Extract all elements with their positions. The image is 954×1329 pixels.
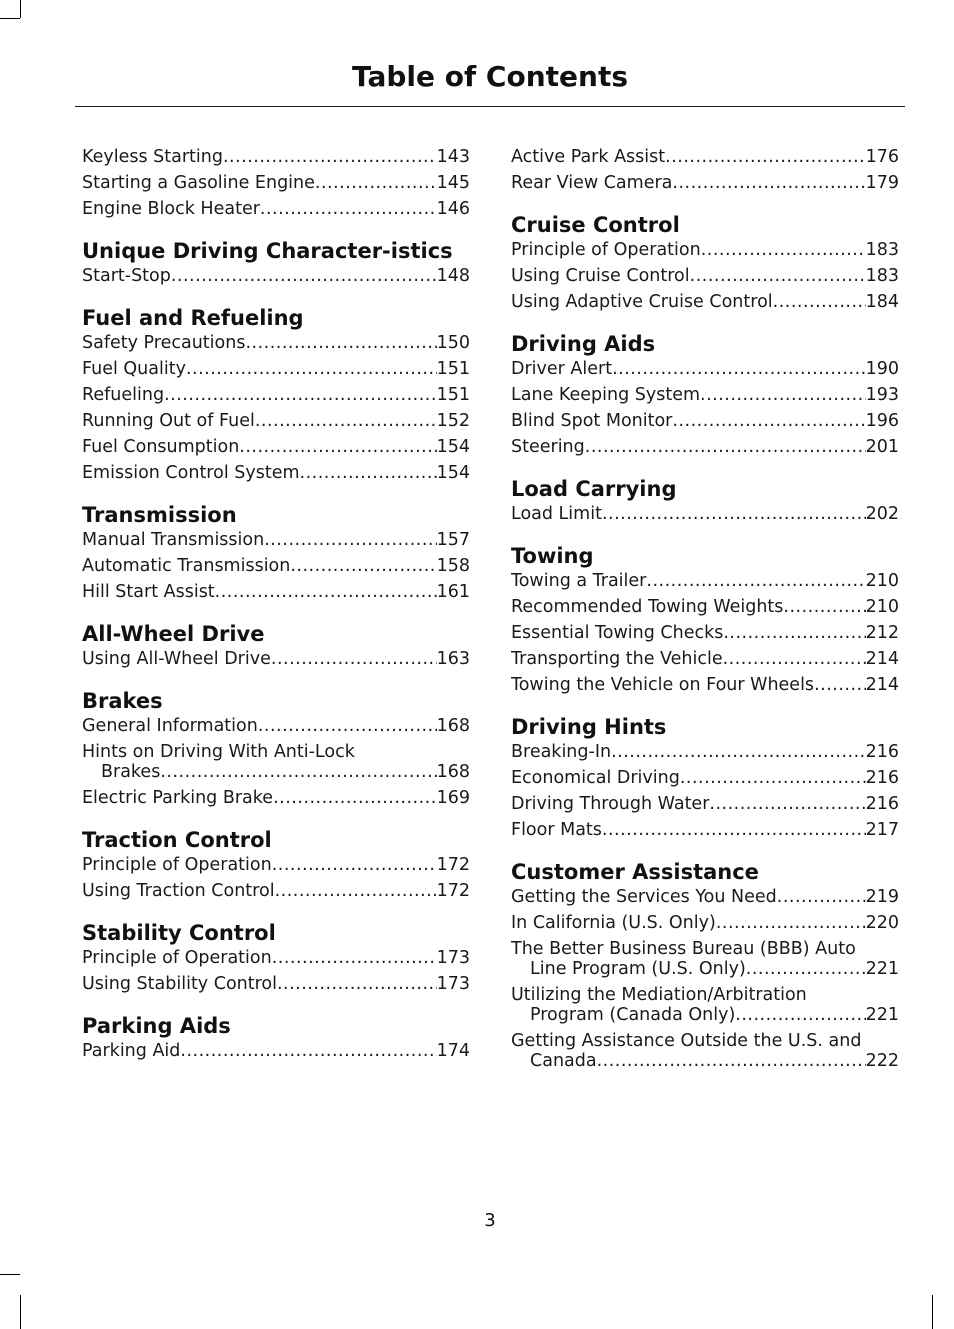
toc-entry[interactable] (511, 437, 899, 457)
entry-page-number: 151 (436, 385, 470, 405)
entry-page-number: 210 (865, 597, 899, 617)
section-heading: Unique Driving Character-istics (82, 239, 453, 263)
entry-title: Parking Aid ..... (82, 1041, 437, 1061)
entry-title: Using Traction Control ..... (82, 881, 437, 901)
entry-page-number: 161 (436, 582, 470, 602)
toc-entry[interactable] (511, 794, 899, 814)
toc-entry[interactable] (82, 855, 470, 875)
entry-title-continued: Brakes ..... (101, 762, 437, 782)
entry-page-number: 201 (865, 437, 899, 457)
entry-title: Getting Assistance Outside the U.S. and (511, 1031, 862, 1051)
toc-section (82, 689, 470, 808)
toc-entry[interactable] (511, 913, 899, 933)
crop-mark (0, 18, 20, 19)
section-heading: Parking Aids (82, 1014, 231, 1038)
toc-entry[interactable] (511, 504, 899, 524)
section-heading: Transmission (82, 503, 237, 527)
toc-entry[interactable] (82, 385, 470, 405)
entry-page-number: 158 (436, 556, 470, 576)
entry-page-number: 222 (865, 1051, 899, 1071)
toc-entry[interactable] (82, 742, 470, 782)
entry-title: Manual Transmission ..... (82, 530, 437, 550)
toc-entry[interactable] (82, 649, 470, 669)
page-title: Table of Contents (351, 60, 628, 93)
entry-title-continued: Canada ..... (530, 1051, 866, 1071)
entry-title: Blind Spot Monitor ..... (511, 411, 866, 431)
entry-title: Driving Through Water ..... (511, 794, 866, 814)
entry-page-number: 148 (436, 266, 470, 286)
toc-entry[interactable] (82, 359, 470, 379)
entry-title: Hints on Driving With Anti-Lock (82, 742, 355, 762)
entry-page-number: 176 (865, 147, 899, 167)
toc-section (511, 147, 899, 193)
entry-page-number: 143 (436, 147, 470, 167)
entry-title: The Better Business Bureau (BBB) Auto (511, 939, 856, 959)
entry-page-number: 157 (436, 530, 470, 550)
entry-page-number: 202 (865, 504, 899, 524)
toc-entry[interactable] (511, 292, 899, 312)
toc-entry[interactable] (82, 147, 470, 167)
entry-title: Hill Start Assist ..... (82, 582, 437, 602)
toc-entry[interactable] (82, 173, 470, 193)
toc-entry[interactable] (511, 411, 899, 431)
entry-page-number: 216 (865, 742, 899, 762)
entry-page-number: 145 (436, 173, 470, 193)
entry-title: In California (U.S. Only) ..... (511, 913, 866, 933)
toc-entry[interactable] (511, 887, 899, 907)
entry-page-number: 221 (865, 959, 899, 979)
entry-page-number: 190 (865, 359, 899, 379)
entry-title-continued: Line Program (U.S. Only) ..... (530, 959, 866, 979)
toc-section (82, 306, 470, 483)
entry-title: Engine Block Heater ..... (82, 199, 437, 219)
toc-entry[interactable] (511, 675, 899, 695)
entry-title: Lane Keeping System ..... (511, 385, 866, 405)
toc-section (82, 147, 470, 219)
entry-page-number: 216 (865, 794, 899, 814)
entry-title: Electric Parking Brake ..... (82, 788, 437, 808)
entry-page-number: 173 (436, 974, 470, 994)
crop-mark (20, 1295, 21, 1329)
entry-page-number: 163 (436, 649, 470, 669)
toc-entry[interactable] (511, 939, 899, 979)
toc-section (82, 622, 470, 669)
entry-title: Utilizing the Mediation/Arbitration (511, 985, 807, 1005)
entry-title: Refueling ..... (82, 385, 437, 405)
entry-page-number: 183 (865, 266, 899, 286)
toc-entry[interactable] (511, 266, 899, 286)
entry-title: Keyless Starting ..... (82, 147, 437, 167)
entry-page-number: 183 (865, 240, 899, 260)
toc-entry[interactable] (82, 881, 470, 901)
entry-page-number: 146 (436, 199, 470, 219)
entry-page-number: 154 (436, 463, 470, 483)
entry-page-number: 220 (865, 913, 899, 933)
toc-entry[interactable] (82, 199, 470, 219)
toc-entry[interactable] (82, 1041, 470, 1061)
entry-page-number: 152 (436, 411, 470, 431)
entry-title: Starting a Gasoline Engine ..... (82, 173, 437, 193)
entry-title: Load Limit ..... (511, 504, 866, 524)
toc-section (511, 715, 899, 840)
entry-title: Principle of Operation ..... (82, 855, 437, 875)
entry-title: Steering ..... (511, 437, 866, 457)
section-heading: Stability Control (82, 921, 276, 945)
toc-section (82, 1014, 470, 1061)
toc-entry[interactable] (82, 582, 470, 602)
toc-entry[interactable] (511, 597, 899, 617)
entry-page-number: 173 (436, 948, 470, 968)
section-heading: Driving Aids (511, 332, 656, 356)
entry-page-number: 219 (865, 887, 899, 907)
entry-title: Start-Stop ..... (82, 266, 437, 286)
entry-title: Using Cruise Control ..... (511, 266, 866, 286)
entry-title: Running Out of Fuel ..... (82, 411, 437, 431)
section-heading: Traction Control (82, 828, 272, 852)
entry-title: Fuel Quality ..... (82, 359, 437, 379)
entry-title: Principle of Operation ..... (511, 240, 866, 260)
section-heading: Towing (511, 544, 594, 568)
entry-page-number: 216 (865, 768, 899, 788)
entry-page-number: 212 (865, 623, 899, 643)
title-rule (75, 106, 905, 107)
section-heading: Brakes (82, 689, 163, 713)
toc-entry[interactable] (82, 530, 470, 550)
toc-section (511, 213, 899, 312)
entry-page-number: 184 (865, 292, 899, 312)
toc-entry[interactable] (82, 556, 470, 576)
entry-page-number: 179 (865, 173, 899, 193)
toc-entry[interactable] (82, 463, 470, 483)
entry-page-number: 174 (436, 1041, 470, 1061)
toc-entry[interactable] (511, 623, 899, 643)
toc-entry[interactable] (511, 1031, 899, 1071)
crop-mark (20, 0, 21, 18)
entry-title: Essential Towing Checks ..... (511, 623, 866, 643)
entry-title: Active Park Assist ..... (511, 147, 866, 167)
entry-title: Recommended Towing Weights ..... (511, 597, 866, 617)
entry-title: Safety Precautions ..... (82, 333, 437, 353)
toc-entry[interactable] (82, 948, 470, 968)
toc-entry[interactable] (82, 333, 470, 353)
toc-entry[interactable] (82, 437, 470, 457)
entry-page-number: 168 (436, 716, 470, 736)
entry-title-continued: Program (Canada Only) ..... (530, 1005, 866, 1025)
toc-section (511, 477, 899, 524)
toc-entry[interactable] (511, 240, 899, 260)
toc-entry[interactable] (511, 147, 899, 167)
toc-entry[interactable] (511, 359, 899, 379)
toc-section (511, 332, 899, 457)
entry-title: Principle of Operation ..... (82, 948, 437, 968)
entry-title: Breaking-In ..... (511, 742, 866, 762)
entry-page-number: 214 (865, 649, 899, 669)
entry-page-number: 172 (436, 881, 470, 901)
entry-page-number: 221 (865, 1005, 899, 1025)
toc-entry[interactable] (511, 985, 899, 1025)
entry-title: Transporting the Vehicle ..... (511, 649, 866, 669)
entry-title: Getting the Services You Need ..... (511, 887, 866, 907)
toc-left-column (82, 147, 470, 1081)
section-heading: Driving Hints (511, 715, 667, 739)
toc-section (82, 828, 470, 901)
toc-section (82, 921, 470, 994)
crop-mark (0, 1274, 20, 1275)
toc-section (82, 503, 470, 602)
section-heading: Load Carrying (511, 477, 677, 501)
toc-entry[interactable] (82, 716, 470, 736)
toc-entry[interactable] (511, 820, 899, 840)
entry-page-number: 196 (865, 411, 899, 431)
entry-title: Driver Alert ..... (511, 359, 866, 379)
entry-title: Using All-Wheel Drive ..... (82, 649, 437, 669)
toc-entry[interactable] (511, 173, 899, 193)
entry-title: Fuel Consumption ..... (82, 437, 437, 457)
entry-title: Automatic Transmission ..... (82, 556, 437, 576)
toc-entry[interactable] (511, 385, 899, 405)
entry-page-number: 217 (865, 820, 899, 840)
entry-title: Using Adaptive Cruise Control ..... (511, 292, 866, 312)
entry-title: Towing a Trailer ..... (511, 571, 866, 591)
entry-page-number: 168 (436, 762, 470, 782)
section-heading: Fuel and Refueling (82, 306, 304, 330)
entry-page-number: 172 (436, 855, 470, 875)
entry-title: Rear View Camera ..... (511, 173, 866, 193)
entry-page-number: 214 (865, 675, 899, 695)
entry-title: General Information ..... (82, 716, 437, 736)
entry-page-number: 193 (865, 385, 899, 405)
toc-entry[interactable] (82, 411, 470, 431)
page-number: 3 (484, 1210, 496, 1231)
toc-entry[interactable] (511, 649, 899, 669)
entry-page-number: 150 (436, 333, 470, 353)
toc-section (82, 239, 470, 286)
crop-mark (932, 1295, 933, 1329)
section-heading: All-Wheel Drive (82, 622, 265, 646)
toc-entry[interactable] (82, 974, 470, 994)
toc-right-column (511, 147, 899, 1091)
entry-page-number: 151 (436, 359, 470, 379)
toc-section (511, 860, 899, 1071)
entry-page-number: 210 (865, 571, 899, 591)
entry-title: Economical Driving ..... (511, 768, 866, 788)
entry-page-number: 154 (436, 437, 470, 457)
entry-page-number: 169 (436, 788, 470, 808)
entry-title: Using Stability Control ..... (82, 974, 437, 994)
toc-entry[interactable] (511, 571, 899, 591)
toc-entry[interactable] (82, 788, 470, 808)
toc-entry[interactable] (511, 768, 899, 788)
section-heading: Cruise Control (511, 213, 680, 237)
toc-entry[interactable] (511, 742, 899, 762)
section-heading: Customer Assistance (511, 860, 759, 884)
entry-title: Floor Mats ..... (511, 820, 866, 840)
entry-title: Towing the Vehicle on Four Wheels ..... (511, 675, 866, 695)
toc-entry[interactable] (82, 266, 470, 286)
toc-section (511, 544, 899, 695)
entry-title: Emission Control System ..... (82, 463, 437, 483)
